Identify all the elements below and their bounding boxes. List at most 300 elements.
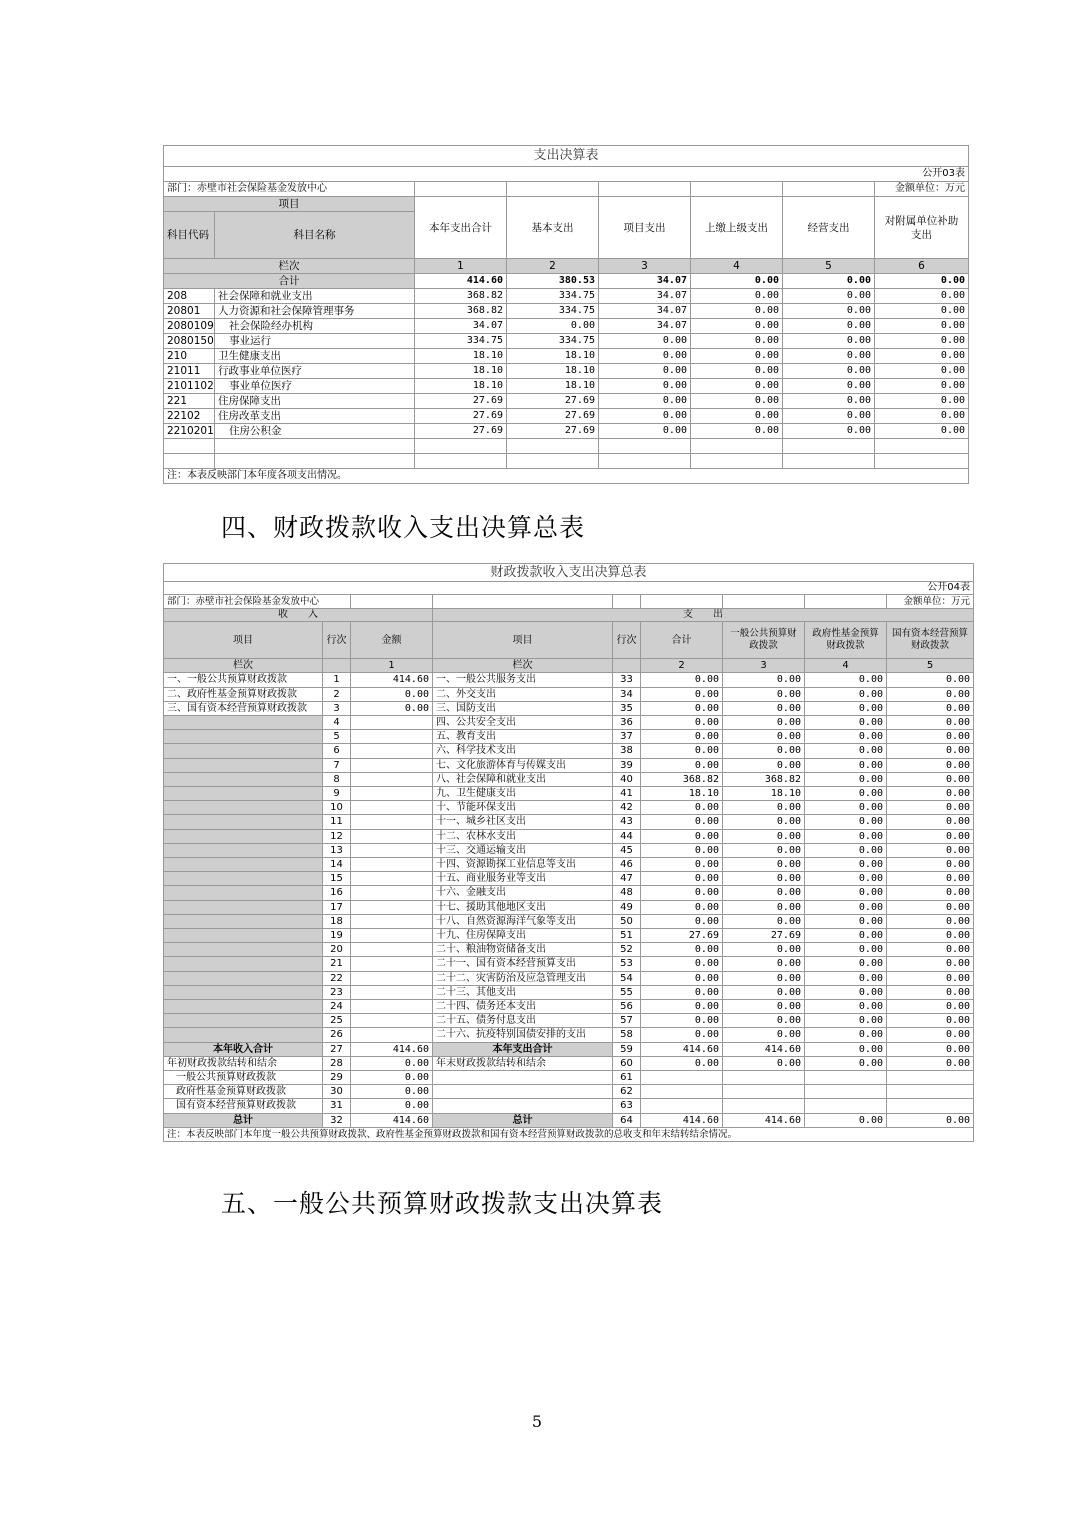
expense-item: 五、教育支出 <box>433 730 613 744</box>
income-item: 二、政府性基金预算财政拨款 <box>164 687 323 701</box>
expense-amount: 0.00 <box>805 687 887 701</box>
income-item <box>164 872 323 886</box>
income-item <box>164 971 323 985</box>
line-number: 1 <box>323 673 351 687</box>
unit-label: 金额单位：万元 <box>887 595 974 609</box>
expense-amount: 0.00 <box>641 730 723 744</box>
income-amount: 0.00 <box>351 701 433 715</box>
income-amount <box>351 843 433 857</box>
expense-amount: 0.00 <box>805 914 887 928</box>
expense-amount: 0.00 <box>805 772 887 786</box>
expense-amount: 0.00 <box>723 815 805 829</box>
table-row <box>164 815 974 829</box>
closing-balance-value: 0.00 <box>723 1056 805 1070</box>
amount-cell: 18.10 <box>415 349 507 364</box>
expense-amount: 0.00 <box>641 943 723 957</box>
line-number: 34 <box>613 687 641 701</box>
expense-amount: 0.00 <box>887 730 974 744</box>
income-amount <box>351 715 433 729</box>
line-number: 4 <box>323 715 351 729</box>
table-row <box>164 801 974 815</box>
amount-cell: 27.69 <box>415 394 507 409</box>
expense-amount: 0.00 <box>887 801 974 815</box>
expense-amount: 0.00 <box>887 929 974 943</box>
expense-amount: 0.00 <box>723 701 805 715</box>
amount-cell: 0.00 <box>691 364 783 379</box>
income-amount <box>351 744 433 758</box>
amount-cell: 0.00 <box>875 319 969 334</box>
table-row <box>164 687 974 701</box>
header-line: 行次 <box>613 622 641 659</box>
income-item <box>164 1000 323 1014</box>
line-number: 3 <box>323 701 351 715</box>
expense-amount: 0.00 <box>805 787 887 801</box>
expense-item <box>433 1085 613 1099</box>
fiscal-appropriation-summary-table <box>163 563 974 1142</box>
col-number: 6 <box>875 259 969 274</box>
income-item <box>164 929 323 943</box>
subject-code: 210 <box>164 349 215 364</box>
amount-cell: 27.69 <box>415 424 507 439</box>
line-number: 25 <box>323 1014 351 1028</box>
line-number: 35 <box>613 701 641 715</box>
income-amount <box>351 957 433 971</box>
line-number: 41 <box>613 787 641 801</box>
expense-amount: 0.00 <box>641 872 723 886</box>
amount-cell: 0.00 <box>875 379 969 394</box>
expense-amount: 0.00 <box>723 1000 805 1014</box>
line-number: 31 <box>323 1099 351 1113</box>
expense-amount: 0.00 <box>887 815 974 829</box>
expense-amount: 0.00 <box>723 843 805 857</box>
income-amount <box>351 900 433 914</box>
expense-amount: 0.00 <box>887 829 974 843</box>
expense-amount: 27.69 <box>641 929 723 943</box>
income-item <box>164 1014 323 1028</box>
line-number: 39 <box>613 758 641 772</box>
subject-code: 2080109 <box>164 319 215 334</box>
amount-cell: 0.00 <box>875 394 969 409</box>
expense-amount: 0.00 <box>641 971 723 985</box>
income-header: 收 入 <box>164 609 433 622</box>
header-item: 项目 <box>164 197 415 212</box>
line-number: 43 <box>613 815 641 829</box>
expense-item: 七、文化旅游体育与传媒支出 <box>433 758 613 772</box>
amount-cell: 0.00 <box>875 424 969 439</box>
expense-amount: 0.00 <box>887 1028 974 1042</box>
expense-item <box>433 1099 613 1113</box>
expense-item: 十五、商业服务业等支出 <box>433 872 613 886</box>
expense-amount: 27.69 <box>723 929 805 943</box>
expense-item: 十八、自然资源海洋气象等支出 <box>433 914 613 928</box>
expense-amount: 0.00 <box>723 872 805 886</box>
expense-item: 三、国防支出 <box>433 701 613 715</box>
total-value: 0.00 <box>875 274 969 289</box>
expense-header: 支 出 <box>433 609 974 622</box>
line-number: 53 <box>613 957 641 971</box>
subject-name: 人力资源和社会保障管理事务 <box>215 304 415 319</box>
expense-item: 二十三、其他支出 <box>433 985 613 999</box>
amount-cell: 0.00 <box>691 424 783 439</box>
amount-cell: 27.69 <box>507 409 599 424</box>
income-item <box>164 772 323 786</box>
amount-cell: 0.00 <box>691 379 783 394</box>
expense-amount: 0.00 <box>723 957 805 971</box>
header-general-budget: 一般公共预算财政拨款 <box>723 622 805 659</box>
expense-amount: 0.00 <box>887 872 974 886</box>
income-item <box>164 715 323 729</box>
grand-total-expense-value: 0.00 <box>805 1113 887 1127</box>
expense-item <box>433 1071 613 1085</box>
expense-amount: 0.00 <box>805 843 887 857</box>
table-row <box>164 900 974 914</box>
amount-cell: 34.07 <box>599 319 691 334</box>
income-amount <box>351 858 433 872</box>
subject-name: 住房公积金 <box>215 424 415 439</box>
expense-amount: 0.00 <box>887 957 974 971</box>
total-value: 0.00 <box>691 274 783 289</box>
line-number: 62 <box>613 1085 641 1099</box>
table-row <box>164 872 974 886</box>
expense-amount: 0.00 <box>887 772 974 786</box>
line-number: 63 <box>613 1099 641 1113</box>
col-number: 1 <box>351 659 433 673</box>
table-row <box>164 730 974 744</box>
line-number: 36 <box>613 715 641 729</box>
line-number: 10 <box>323 801 351 815</box>
income-amount <box>351 829 433 843</box>
amount-cell: 0.00 <box>507 319 599 334</box>
expense-item: 十九、住房保障支出 <box>433 929 613 943</box>
income-amount <box>351 1028 433 1042</box>
line-number: 32 <box>323 1113 351 1127</box>
line-number: 48 <box>613 886 641 900</box>
expense-amount: 0.00 <box>805 900 887 914</box>
col-number: 2 <box>507 259 599 274</box>
expense-amount: 0.00 <box>805 1000 887 1014</box>
expense-amount: 0.00 <box>805 943 887 957</box>
table-row <box>164 886 974 900</box>
amount-cell: 368.82 <box>415 304 507 319</box>
table-row <box>164 394 969 409</box>
expense-amount: 0.00 <box>805 801 887 815</box>
amount-cell: 0.00 <box>691 319 783 334</box>
table-row <box>164 334 969 349</box>
expense-amount: 0.00 <box>887 687 974 701</box>
expense-amount: 0.00 <box>723 730 805 744</box>
expense-item: 四、公共安全支出 <box>433 715 613 729</box>
income-amount <box>351 872 433 886</box>
line-number: 11 <box>323 815 351 829</box>
expense-amount: 0.00 <box>641 957 723 971</box>
amount-cell: 334.75 <box>507 304 599 319</box>
expense-amount: 0.00 <box>887 758 974 772</box>
expense-amount: 0.00 <box>805 1014 887 1028</box>
grand-total-expense-value: 0.00 <box>887 1113 974 1127</box>
amount-cell: 34.07 <box>599 304 691 319</box>
expense-amount: 0.00 <box>887 1000 974 1014</box>
expense-amount: 0.00 <box>887 1014 974 1028</box>
expense-amount: 0.00 <box>723 971 805 985</box>
table-code: 公开03表 <box>875 167 969 182</box>
amount-cell: 0.00 <box>783 334 875 349</box>
expense-amount: 0.00 <box>723 1014 805 1028</box>
line-number: 38 <box>613 744 641 758</box>
expense-amount: 0.00 <box>805 744 887 758</box>
amount-cell: 27.69 <box>507 424 599 439</box>
income-item <box>164 957 323 971</box>
income-amount <box>351 886 433 900</box>
expense-item: 十一、城乡社区支出 <box>433 815 613 829</box>
expense-item: 六、科学技术支出 <box>433 744 613 758</box>
expense-item: 二十四、债务还本支出 <box>433 1000 613 1014</box>
expense-amount: 0.00 <box>641 673 723 687</box>
income-amount: 0.00 <box>351 1071 433 1085</box>
income-item <box>164 815 323 829</box>
expense-amount: 0.00 <box>641 914 723 928</box>
income-amount <box>351 801 433 815</box>
expense-amount: 0.00 <box>887 985 974 999</box>
line-number: 57 <box>613 1014 641 1028</box>
amount-cell: 0.00 <box>783 394 875 409</box>
amount-cell: 18.10 <box>415 364 507 379</box>
expense-sum-value: 0.00 <box>805 1042 887 1056</box>
closing-balance-value: 0.00 <box>641 1056 723 1070</box>
amount-cell: 0.00 <box>599 394 691 409</box>
expense-amount: 0.00 <box>723 673 805 687</box>
grand-total-expense-value: 414.60 <box>723 1113 805 1127</box>
expense-amount: 0.00 <box>887 971 974 985</box>
amount-cell: 18.10 <box>507 364 599 379</box>
income-amount <box>351 815 433 829</box>
amount-cell: 334.75 <box>507 289 599 304</box>
amount-cell: 27.69 <box>507 394 599 409</box>
expense-amount: 0.00 <box>805 758 887 772</box>
line-number: 23 <box>323 985 351 999</box>
expense-amount: 0.00 <box>805 701 887 715</box>
income-item <box>164 758 323 772</box>
expense-item: 二十六、抗疫特别国债安排的支出 <box>433 1028 613 1042</box>
income-amount <box>351 985 433 999</box>
amount-cell: 0.00 <box>875 409 969 424</box>
amount-cell: 0.00 <box>599 349 691 364</box>
income-sum-amount: 414.60 <box>351 1042 433 1056</box>
expense-amount: 0.00 <box>805 872 887 886</box>
expense-amount: 0.00 <box>641 858 723 872</box>
amount-cell: 0.00 <box>875 364 969 379</box>
line-number: 56 <box>613 1000 641 1014</box>
line-number: 44 <box>613 829 641 843</box>
opening-balance-label: 年初财政拨款结转和结余 <box>164 1056 323 1070</box>
header-col-2: 基本支出 <box>507 197 599 259</box>
expense-amount: 18.10 <box>641 787 723 801</box>
line-number: 33 <box>613 673 641 687</box>
amount-cell: 18.10 <box>507 349 599 364</box>
amount-cell: 368.82 <box>415 289 507 304</box>
expense-amount: 0.00 <box>641 758 723 772</box>
lanci-label: 栏次 <box>164 259 415 274</box>
header-col-3: 项目支出 <box>599 197 691 259</box>
expense-sum-value: 414.60 <box>723 1042 805 1056</box>
table-row <box>164 744 974 758</box>
income-item <box>164 985 323 999</box>
table-row <box>164 673 974 687</box>
header-amount: 金额 <box>351 622 433 659</box>
expense-amount: 0.00 <box>887 673 974 687</box>
department-label: 部门：赤壁市社会保险基金发放中心 <box>164 595 351 609</box>
amount-cell: 0.00 <box>875 289 969 304</box>
expense-item: 一、一般公共服务支出 <box>433 673 613 687</box>
amount-cell: 0.00 <box>783 319 875 334</box>
amount-cell: 0.00 <box>691 409 783 424</box>
expense-item: 二、外交支出 <box>433 687 613 701</box>
line-number: 24 <box>323 1000 351 1014</box>
grand-total-expense-value: 414.60 <box>641 1113 723 1127</box>
income-item <box>164 1028 323 1042</box>
amount-cell: 0.00 <box>783 289 875 304</box>
amount-cell: 0.00 <box>599 409 691 424</box>
expense-amount: 0.00 <box>641 744 723 758</box>
expense-amount: 0.00 <box>723 985 805 999</box>
expense-amount: 0.00 <box>887 858 974 872</box>
table-row <box>164 1014 974 1028</box>
subject-code: 20801 <box>164 304 215 319</box>
header-state-capital-budget: 国有资本经营预算财政拨款 <box>887 622 974 659</box>
income-item <box>164 914 323 928</box>
expense-item: 十三、交通运输支出 <box>433 843 613 857</box>
income-item: 一、一般公共预算财政拨款 <box>164 673 323 687</box>
subject-code: 2210201 <box>164 424 215 439</box>
expense-sum-value: 0.00 <box>887 1042 974 1056</box>
line-number: 47 <box>613 872 641 886</box>
table-row <box>164 929 974 943</box>
line-number: 8 <box>323 772 351 786</box>
line-number: 59 <box>613 1042 641 1056</box>
subject-name: 社会保险经办机构 <box>215 319 415 334</box>
line-number: 5 <box>323 730 351 744</box>
amount-cell: 334.75 <box>415 334 507 349</box>
expense-amount: 0.00 <box>641 801 723 815</box>
line-number: 37 <box>613 730 641 744</box>
table-title: 支出决算表 <box>164 146 969 167</box>
subject-name: 社会保障和就业支出 <box>215 289 415 304</box>
table-row <box>164 715 974 729</box>
amount-cell: 18.10 <box>507 379 599 394</box>
table-row <box>164 1028 974 1042</box>
table-row <box>164 957 974 971</box>
income-amount: 0.00 <box>351 1085 433 1099</box>
income-amount <box>351 772 433 786</box>
line-number: 12 <box>323 829 351 843</box>
line-number: 13 <box>323 843 351 857</box>
expense-item: 九、卫生健康支出 <box>433 787 613 801</box>
table-code: 公开04表 <box>887 582 974 595</box>
income-amount <box>351 787 433 801</box>
line-number: 55 <box>613 985 641 999</box>
amount-cell: 0.00 <box>783 349 875 364</box>
line-number: 18 <box>323 914 351 928</box>
expense-amount: 0.00 <box>641 900 723 914</box>
amount-cell: 0.00 <box>783 304 875 319</box>
amount-cell: 34.07 <box>599 289 691 304</box>
expense-amount: 0.00 <box>641 1000 723 1014</box>
table-row <box>164 304 969 319</box>
income-amount <box>351 1000 433 1014</box>
unit-label: 金额单位：万元 <box>875 182 969 197</box>
amount-cell: 0.00 <box>783 379 875 394</box>
amount-cell: 27.69 <box>415 409 507 424</box>
line-number: 21 <box>323 957 351 971</box>
expense-item: 十二、农林水支出 <box>433 829 613 843</box>
line-number: 17 <box>323 900 351 914</box>
expense-amount: 368.82 <box>641 772 723 786</box>
table-row <box>164 1099 974 1113</box>
header-item: 项目 <box>433 622 613 659</box>
expense-sum-value: 414.60 <box>641 1042 723 1056</box>
expense-amount: 0.00 <box>805 985 887 999</box>
expense-amount: 0.00 <box>641 1028 723 1042</box>
col-number: 4 <box>691 259 783 274</box>
amount-cell: 0.00 <box>875 334 969 349</box>
amount-cell: 34.07 <box>415 319 507 334</box>
expense-amount: 0.00 <box>641 815 723 829</box>
income-amount <box>351 943 433 957</box>
col-number: 5 <box>887 659 974 673</box>
expense-item: 八、社会保障和就业支出 <box>433 772 613 786</box>
header-name: 科目名称 <box>215 212 415 259</box>
line-number: 27 <box>323 1042 351 1056</box>
subject-name: 住房改革支出 <box>215 409 415 424</box>
subject-code: 22102 <box>164 409 215 424</box>
amount-cell: 0.00 <box>691 394 783 409</box>
department-label: 部门：赤壁市社会保险基金发放中心 <box>164 182 415 197</box>
expense-amount: 0.00 <box>887 744 974 758</box>
grand-total-income-label: 总计 <box>164 1113 323 1127</box>
income-item <box>164 801 323 815</box>
subject-name: 事业单位医疗 <box>215 379 415 394</box>
line-number: 29 <box>323 1071 351 1085</box>
grand-total-income-amount: 414.60 <box>351 1113 433 1127</box>
line-number: 64 <box>613 1113 641 1127</box>
table-row <box>164 787 974 801</box>
expenditure-final-accounts-table <box>163 145 969 484</box>
expense-amount: 0.00 <box>805 957 887 971</box>
expense-amount: 0.00 <box>887 701 974 715</box>
line-number: 30 <box>323 1085 351 1099</box>
amount-cell: 334.75 <box>507 334 599 349</box>
income-amount <box>351 971 433 985</box>
line-number: 61 <box>613 1071 641 1085</box>
expense-amount: 0.00 <box>641 715 723 729</box>
table-row <box>164 971 974 985</box>
expense-amount: 0.00 <box>805 858 887 872</box>
line-number: 28 <box>323 1056 351 1070</box>
expense-amount: 0.00 <box>723 687 805 701</box>
col-number: 4 <box>805 659 887 673</box>
amount-cell: 18.10 <box>415 379 507 394</box>
header-item: 项目 <box>164 622 323 659</box>
expense-amount: 0.00 <box>805 815 887 829</box>
income-amount <box>351 914 433 928</box>
income-sub-item: 一般公共预算财政拨款 <box>164 1071 323 1085</box>
line-number: 19 <box>323 929 351 943</box>
total-value: 380.53 <box>507 274 599 289</box>
line-number: 58 <box>613 1028 641 1042</box>
income-amount <box>351 758 433 772</box>
expense-item: 二十二、灾害防治及应急管理支出 <box>433 971 613 985</box>
line-number: 54 <box>613 971 641 985</box>
expense-amount: 0.00 <box>887 943 974 957</box>
